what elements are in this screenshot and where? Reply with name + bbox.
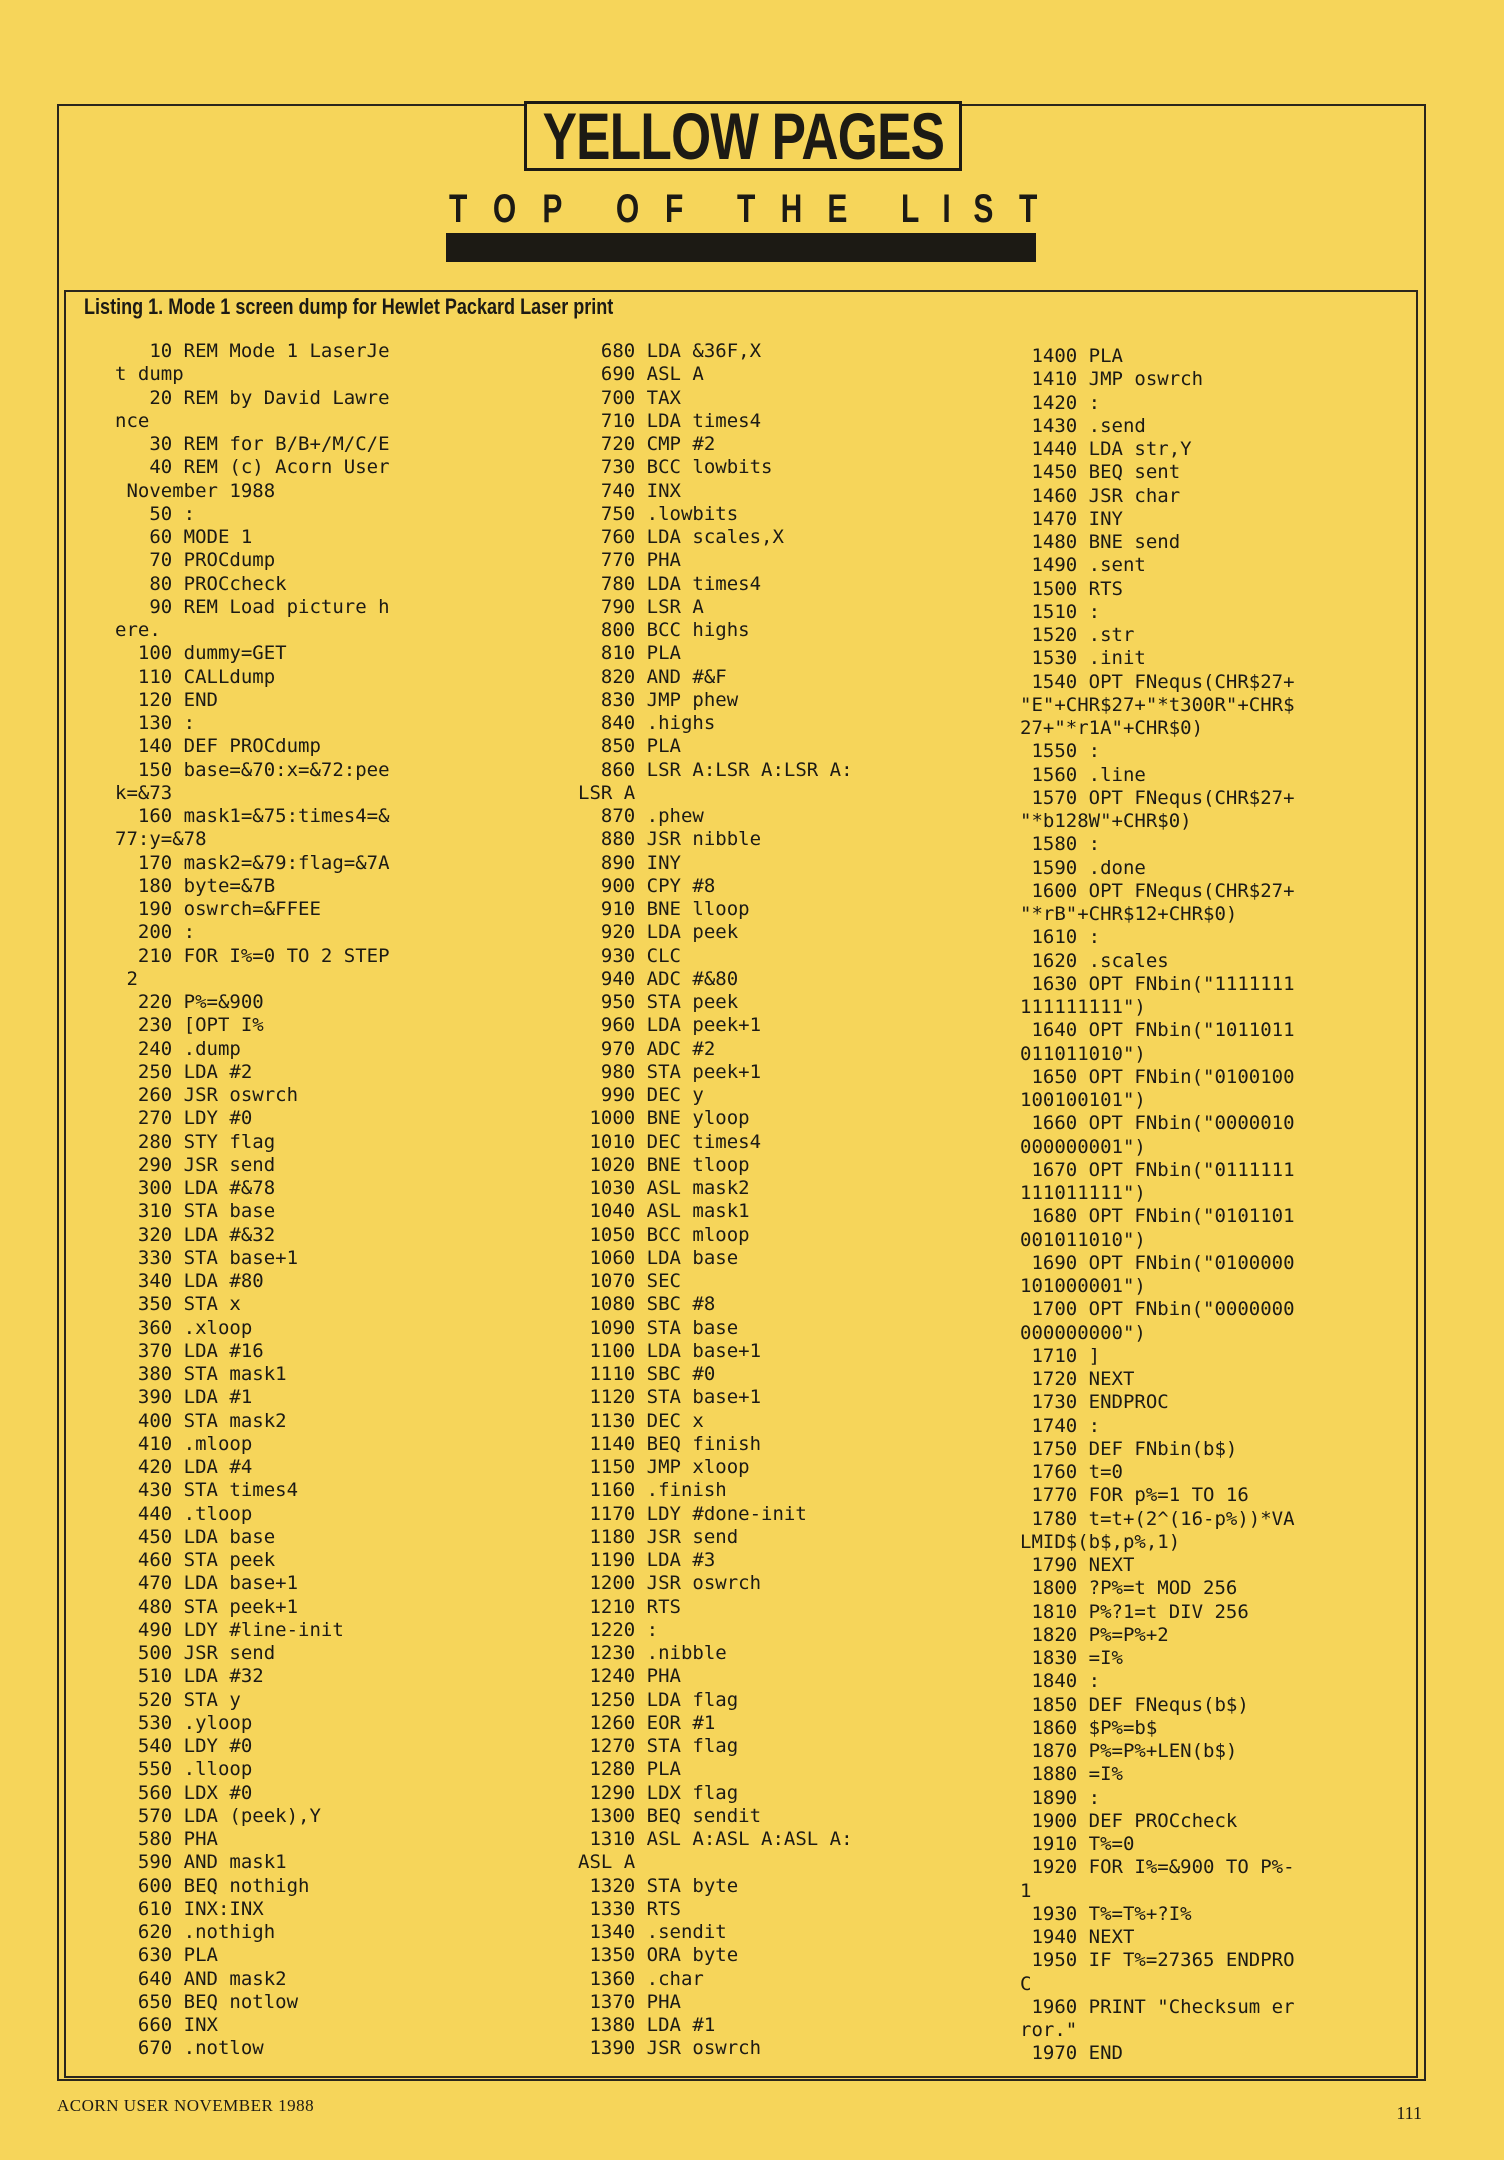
code-line: 1900 DEF PROCcheck [1020,1809,1238,1832]
code-line: 50 : [115,502,196,525]
subtitle-letter: P [541,187,562,231]
code-line: k=&73 [115,781,173,804]
code-line: 630 PLA [115,1944,218,1967]
code-line: 1020 BNE tloop [578,1153,750,1176]
code-line: 390 LDA #1 [115,1386,253,1409]
code-line: 930 CLC [578,944,681,967]
code-line: 890 INY [578,851,681,874]
code-line: 000000000") [1020,1321,1146,1344]
code-line: 760 LDA scales,X [578,526,784,548]
code-line: 940 ADC #&80 [578,967,739,990]
code-line: 480 STA peek+1 [115,1595,299,1618]
subtitle-letter: I [942,187,951,231]
code-line: 430 STA times4 [115,1479,299,1502]
code-line: 1100 LDA base+1 [578,1339,762,1362]
code-line: 1010 DEC times4 [578,1130,762,1153]
code-column-1 [115,340,390,2061]
code-line: 011011010") [1020,1042,1146,1065]
code-line: 110 CALLdump [115,665,276,688]
code-line: 800 BCC highs [578,619,750,641]
code-line: 1070 SEC [578,1270,681,1292]
code-line: 500 JSR send [115,1642,276,1664]
subtitle-letter: H [780,187,802,231]
subtitle-letter: T [1018,187,1037,231]
code-line: 920 LDA peek [578,921,739,944]
code-line: 960 LDA peek+1 [578,1014,762,1037]
code-line: 1330 RTS [578,1897,681,1920]
code-line: 270 LDY #0 [115,1107,253,1130]
code-line: 1240 PHA [578,1665,681,1688]
code-line: t dump [115,363,184,386]
code-line: 280 STY flag [115,1130,276,1153]
code-line: 101000001") [1020,1275,1146,1297]
code-line: 1480 BNE send [1020,531,1181,553]
code-line: 220 P%=&900 [115,991,264,1013]
code-line: 660 INX [115,2014,218,2036]
code-line: 350 STA x [115,1293,241,1316]
code-line: 27+"*r1A"+CHR$0) [1020,717,1204,739]
code-line: 1970 END [1020,2042,1123,2065]
code-line: 1250 LDA flag [578,1688,739,1711]
code-line: 850 PLA [578,735,681,758]
code-line: 1300 BEQ sendit [578,1804,762,1827]
code-line: 950 STA peek [578,991,739,1013]
code-line: 770 PHA [578,549,681,572]
code-line: C [1020,1972,1032,1995]
code-line: 590 AND mask1 [115,1851,287,1874]
code-line: 120 END [115,688,218,711]
code-line: 680 LDA &36F,X [578,340,762,362]
code-line: 1090 STA base [578,1316,739,1339]
code-line: 740 INX [578,479,681,502]
code-line: 30 REM for B/B+/M/C/E [115,433,390,455]
code-line: 1700 OPT FNbin("0000000 [1020,1298,1295,1321]
code-line: 1190 LDA #3 [578,1549,716,1571]
code-line: 910 BNE lloop [578,898,750,920]
code-line: 470 LDA base+1 [115,1572,299,1595]
code-line: 810 PLA [578,642,681,665]
code-line: 860 LSR A:LSR A:LSR A: [578,758,853,781]
subtitle-letter: S [973,187,994,231]
code-line: 1750 DEF FNbin(b$) [1020,1437,1238,1460]
code-line: 90 REM Load picture h [115,595,390,618]
code-line: 1130 DEC x [578,1409,704,1432]
code-line: 1850 DEF FNequs(b$) [1020,1693,1249,1716]
code-line: 160 mask1=&75:times4=& [115,805,390,827]
code-line: 1540 OPT FNequs(CHR$27+ [1020,670,1295,693]
code-line: 790 LSR A [578,595,704,618]
page-title: YELLOW PAGES [542,99,944,173]
code-line: 600 BEQ nothigh [115,1874,310,1897]
code-line: 880 JSR nibble [578,828,762,851]
subtitle-letter: F [665,187,684,231]
code-line: 300 LDA #&78 [115,1177,276,1199]
code-line: 10 REM Mode 1 LaserJe [115,340,390,362]
code-line: 1610 : [1020,926,1101,949]
code-line: ror." [1020,2019,1078,2041]
title-underline-bar [446,233,1036,262]
code-line: 700 TAX [578,386,681,409]
code-line: 60 MODE 1 [115,526,253,548]
code-line: 980 STA peek+1 [578,1060,762,1083]
listing-caption: Listing 1. Mode 1 screen dump for Hewlet Packard Laser print [84,294,614,319]
code-line: 1140 BEQ finish [578,1432,762,1455]
code-line: 900 CPY #8 [578,874,716,897]
code-line: 990 DEC y [578,1084,704,1106]
code-column-3 [1020,345,1295,2066]
code-line: 1560 .line [1020,763,1146,786]
code-line: 1430 .send [1020,414,1146,437]
code-line: 1440 LDA str,Y [1020,438,1192,460]
code-line: 1160 .finish [578,1479,727,1502]
code-line: 1230 .nibble [578,1642,727,1664]
code-line: "E"+CHR$27+"*t300R"+CHR$ [1020,693,1295,716]
code-line: 310 STA base [115,1200,276,1223]
code-line: 1780 t=t+(2^(16-p%))*VA [1020,1507,1295,1530]
code-line: 20 REM by David Lawre [115,386,390,409]
code-line: 230 [OPT I% [115,1014,264,1037]
subtitle-letter: E [827,187,848,231]
code-line: 1030 ASL mask2 [578,1177,750,1199]
code-line: 460 STA peek [115,1549,276,1571]
code-line: 1310 ASL A:ASL A:ASL A: [578,1828,853,1850]
code-line: 1670 OPT FNbin("0111111 [1020,1158,1295,1181]
code-line: 1360 .char [578,1967,704,1990]
code-line: 510 LDA #32 [115,1665,264,1688]
code-line: 1270 STA flag [578,1735,739,1757]
code-line: 1630 OPT FNbin("1111111 [1020,972,1295,995]
code-line: 1180 JSR send [578,1525,739,1548]
code-line: 1880 =I% [1020,1763,1123,1786]
code-line: 140 DEF PROCdump [115,735,321,758]
code-line: 1340 .sendit [578,1921,727,1943]
title-box [524,101,962,171]
code-line: 1050 BCC mloop [578,1223,750,1246]
code-line: 290 JSR send [115,1153,276,1176]
code-line: 780 LDA times4 [578,572,762,595]
code-line: 490 LDY #line-init [115,1618,344,1641]
subtitle-letter: L [900,187,920,231]
code-line: 210 FOR I%=0 TO 2 STEP [115,944,390,967]
code-line: 820 AND #&F [578,665,727,688]
code-line: 1490 .sent [1020,554,1146,577]
code-line: 1530 .init [1020,647,1146,670]
code-line: 610 INX:INX [115,1897,264,1920]
code-line: LMID$(b$,p%,1) [1020,1530,1181,1553]
code-line: ere. [115,619,161,641]
code-line: 1210 RTS [578,1595,681,1618]
code-line: 170 mask2=&79:flag=&7A [115,851,390,874]
code-line: 1110 SBC #0 [578,1363,716,1385]
code-line: 260 JSR oswrch [115,1084,299,1106]
code-line: 750 .lowbits [578,502,739,525]
code-line: 1960 PRINT "Checksum er [1020,1995,1295,2018]
code-line: 650 BEQ notlow [115,1990,299,2013]
code-line: 1370 PHA [578,1990,681,2013]
code-line: 380 STA mask1 [115,1363,287,1385]
code-line: 190 oswrch=&FFEE [115,898,321,920]
code-line: 1720 NEXT [1020,1368,1135,1390]
code-line: 1520 .str [1020,624,1135,646]
code-line: 1860 $P%=b$ [1020,1716,1158,1739]
code-line: 540 LDY #0 [115,1735,253,1757]
code-line: 1800 ?P%=t MOD 256 [1020,1577,1238,1600]
subtitle-letter: O [492,187,517,231]
page-number: 111 [1396,2103,1422,2123]
code-line: 1060 LDA base [578,1246,739,1269]
code-line: 1460 JSR char [1020,484,1181,507]
code-line: 370 LDA #16 [115,1339,264,1362]
code-line: 100100101") [1020,1089,1146,1111]
code-line: 1820 P%=P%+2 [1020,1623,1169,1646]
code-line: 40 REM (c) Acorn User [115,456,390,479]
code-line: 1000 BNE yloop [578,1107,750,1130]
code-line: 420 LDA #4 [115,1456,253,1478]
code-line: 840 .highs [578,712,716,734]
code-line: 410 .mloop [115,1432,253,1455]
code-line: 1940 NEXT [1020,1926,1135,1948]
code-line: 1400 PLA [1020,345,1123,367]
code-line: 1390 JSR oswrch [578,2037,762,2060]
code-line: 250 LDA #2 [115,1060,253,1083]
code-line: 1380 LDA #1 [578,2014,716,2036]
code-line: 1220 : [578,1618,659,1641]
code-line: 70 PROCdump [115,549,276,572]
code-line: 1690 OPT FNbin("0100000 [1020,1251,1295,1274]
code-line: 77:y=&78 [115,828,207,851]
code-line: 440 .tloop [115,1502,253,1525]
code-line: 130 : [115,712,196,734]
code-line: 1730 ENDPROC [1020,1391,1169,1414]
code-line: 001011010") [1020,1228,1146,1251]
footer-publication: ACORN USER NOVEMBER 1988 [57,2096,315,2115]
code-line: 1740 : [1020,1414,1101,1437]
code-line: 1320 STA byte [578,1874,739,1897]
code-line: "*b128W"+CHR$0) [1020,810,1192,832]
code-line: 1920 FOR I%=&900 TO P%- [1020,1856,1295,1879]
code-line: nce [115,409,150,432]
code-line: 100 dummy=GET [115,642,287,665]
code-line: 570 LDA (peek),Y [115,1804,321,1827]
code-line: 1410 JMP oswrch [1020,368,1204,391]
code-line: 150 base=&70:x=&72:pee [115,758,390,781]
code-line: 1550 : [1020,740,1101,763]
code-line: 340 LDA #80 [115,1270,264,1292]
code-line: 520 STA y [115,1688,241,1711]
code-line: LSR A [578,781,636,804]
code-line: 111011111") [1020,1182,1146,1204]
code-column-2 [578,340,853,2061]
code-line: ASL A [578,1851,636,1874]
code-line: 1350 ORA byte [578,1944,739,1967]
code-line: 1950 IF T%=27365 ENDPRO [1020,1949,1295,1972]
code-line: 1770 FOR p%=1 TO 16 [1020,1484,1249,1507]
code-line: 640 AND mask2 [115,1967,287,1990]
code-line: November 1988 [115,479,276,502]
subtitle-letter: T [449,187,468,231]
code-line: 720 CMP #2 [578,433,716,455]
code-line: 1910 T%=0 [1020,1833,1135,1855]
code-line: 1 [1020,1879,1032,1902]
code-line: 111111111") [1020,996,1146,1018]
code-line: "*rB"+CHR$12+CHR$0) [1020,903,1238,925]
code-line: 1040 ASL mask1 [578,1200,750,1223]
code-line: 2 [115,967,138,990]
code-line: 320 LDA #&32 [115,1223,276,1246]
code-line: 1790 NEXT [1020,1554,1135,1576]
code-line: 1420 : [1020,391,1101,414]
code-line: 1650 OPT FNbin("0100100 [1020,1065,1295,1088]
code-line: 670 .notlow [115,2037,264,2060]
code-line: 450 LDA base [115,1525,276,1548]
code-line: 1570 OPT FNequs(CHR$27+ [1020,786,1295,809]
code-line: 1930 T%=T%+?I% [1020,1902,1192,1925]
code-line: 180 byte=&7B [115,874,276,897]
code-line: 1680 OPT FNbin("0101101 [1020,1205,1295,1228]
code-line: 580 PHA [115,1828,218,1850]
code-line: 830 JMP phew [578,688,739,711]
code-line: 690 ASL A [578,363,704,386]
code-line: 1290 LDX flag [578,1781,739,1804]
code-line: 1510 : [1020,600,1101,623]
code-line: 1150 JMP xloop [578,1456,750,1478]
code-line: 1890 : [1020,1786,1101,1809]
code-line: 400 STA mask2 [115,1409,287,1432]
code-line: 1470 INY [1020,507,1123,530]
code-line: 730 BCC lowbits [578,456,773,479]
code-line: 1170 LDY #done-init [578,1502,807,1525]
code-line: 200 : [115,921,196,944]
code-line: 1600 OPT FNequs(CHR$27+ [1020,879,1295,902]
code-line: 1590 .done [1020,856,1146,879]
code-line: 550 .lloop [115,1758,253,1781]
code-line: 1280 PLA [578,1758,681,1781]
code-line: 1120 STA base+1 [578,1386,762,1409]
code-line: 1840 : [1020,1670,1101,1693]
code-line: 1450 BEQ sent [1020,461,1181,484]
code-line: 620 .nothigh [115,1921,276,1943]
code-line: 1580 : [1020,833,1101,856]
code-line: 000000001") [1020,1135,1146,1158]
code-line: 1200 JSR oswrch [578,1572,762,1595]
code-line: 240 .dump [115,1037,241,1060]
code-line: 1640 OPT FNbin("1011011 [1020,1019,1295,1042]
code-line: 1760 t=0 [1020,1461,1123,1483]
code-line: 1710 ] [1020,1344,1101,1367]
code-line: 1500 RTS [1020,577,1123,600]
code-line: 560 LDX #0 [115,1781,253,1804]
code-line: 870 .phew [578,805,704,827]
code-line: 360 .xloop [115,1316,253,1339]
code-line: 330 STA base+1 [115,1246,299,1269]
subtitle-letter: T [736,187,755,231]
code-line: 530 .yloop [115,1711,253,1734]
code-line: 1260 EOR #1 [578,1711,716,1734]
code-line: 1660 OPT FNbin("0000010 [1020,1112,1295,1135]
code-line: 80 PROCcheck [115,572,287,595]
code-line: 970 ADC #2 [578,1037,716,1060]
code-line: 1830 =I% [1020,1647,1123,1669]
code-line: 1810 P%?1=t DIV 256 [1020,1600,1249,1623]
code-line: 710 LDA times4 [578,409,762,432]
section-subtitle [446,186,1040,232]
code-line: 1870 P%=P%+LEN(b$) [1020,1740,1238,1762]
code-line: 1080 SBC #8 [578,1293,716,1316]
subtitle-letter: O [616,187,640,231]
code-line: 1620 .scales [1020,949,1169,972]
